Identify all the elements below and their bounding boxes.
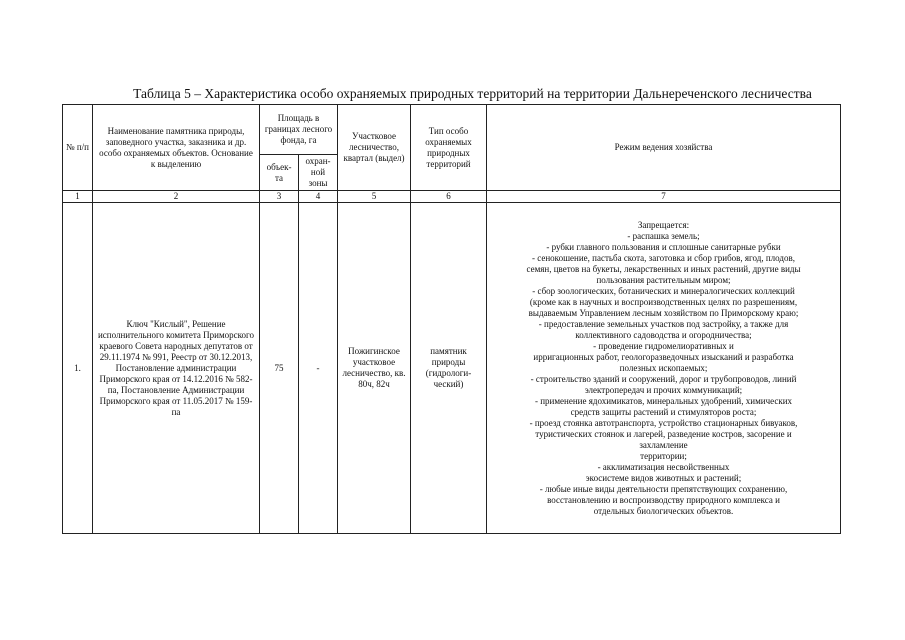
regime-line: экосистеме видов животных и растений; — [585, 472, 742, 483]
table-caption: Таблица 5 – Характеристика особо охраняемых природных территорий на территории Дальнереченского лесничества — [133, 86, 812, 101]
regime-line: - рубки главного пользования и сплошные санитарные рубки — [546, 241, 781, 252]
regime-line: восстановлению и воспроизводству природного комплекса и — [547, 494, 780, 505]
column-number: 5 — [338, 191, 411, 203]
regime-line: ирригационных работ, геологоразведочных изысканий и разработка — [533, 351, 794, 362]
regime-line: - сбор зоологических, ботанических и минералогических коллекций — [532, 285, 795, 296]
regime-line: пользования растительным миром; — [596, 274, 731, 285]
column-numbers-row — [63, 191, 841, 203]
column-number: 1 — [63, 191, 93, 203]
header-name: Наименование памятника природы, заповедного участка, заказника и др. особо охраняемых объектов. Основание к выделению — [93, 105, 260, 191]
row-num: 1. — [63, 203, 93, 534]
regime-line: - строительство зданий и сооружений, дорог и трубопроводов, линий — [530, 373, 797, 384]
regime-line: средств защиты растений и стимуляторов роста; — [570, 406, 757, 417]
regime-line: - предоставление земельных участков под застройку, а также для — [538, 318, 789, 329]
header-num: № п/п — [63, 105, 93, 191]
regime-line: семян, цветов на букеты, лекарственных и иных растений, другие виды — [526, 263, 801, 274]
regime-line: - сенокошение, пастьба скота, заготовка и сбор грибов, ягод, плодов, — [532, 252, 795, 263]
column-number: 4 — [299, 191, 338, 203]
header-area: Площадь в границах лесного фонда, га — [260, 105, 338, 155]
row-area-zone: - — [299, 203, 338, 534]
row-name: Ключ "Кислый", Решение исполнительного комитета Приморского краевого Совета народных депутатов от 29.11.1974 № 991, Реестр от 30.12.2013, Постановление администрации Приморского края от 14.12.2016 № 582-па, Постановление Администрации Приморского края от 11.05.2017 № 159-па — [93, 203, 260, 534]
column-number: 3 — [260, 191, 299, 203]
column-number: 6 — [411, 191, 487, 203]
regime-line: территории; — [640, 450, 687, 461]
row-regime — [487, 203, 841, 534]
header-area-zone: охран-ной зоны — [299, 155, 338, 191]
regime-line: - любые иные виды деятельности препятствующих сохранению, — [539, 483, 788, 494]
row-area-object: 75 — [260, 203, 299, 534]
regime-line: Запрещается: — [637, 219, 690, 230]
header-type: Тип особо охраняемых природных территорий — [411, 105, 487, 191]
regime-line: выдаваемым Управлением лесным хозяйством по Приморскому краю; — [528, 307, 799, 318]
regime-line: электропередач и прочих коммуникаций; — [584, 384, 743, 395]
regime-line: - акклиматизация несвойственных — [597, 461, 730, 472]
column-number: 7 — [487, 191, 841, 203]
regime-line: полезных ископаемых; — [619, 362, 708, 373]
protected-areas-table — [62, 104, 841, 534]
row-forestry: Пожигинское участковое лесничество, кв. 80ч, 82ч — [338, 203, 411, 534]
header-row — [63, 105, 841, 155]
regime-line: - проведение гидромелиоративных и — [593, 340, 734, 351]
regime-line: захламление — [639, 439, 688, 450]
regime-line: коллективного садоводства и огородничества; — [575, 329, 752, 340]
regime-line: - проезд стоянка автотранспорта, устройство стационарных бивуаков, — [529, 417, 798, 428]
table-row — [63, 203, 841, 534]
header-forestry: Участковое лесничество, квартал (выдел) — [338, 105, 411, 191]
row-type: памятник природы (гидрологи-ческий) — [411, 203, 487, 534]
regime-line: - применение ядохимикатов, минеральных удобрений, химических — [534, 395, 793, 406]
regime-line: (кроме как в научных и воспроизводственных целях по разрешениям, — [529, 296, 798, 307]
header-area-object: объек-та — [260, 155, 299, 191]
regime-line: - распашка земель; — [627, 230, 700, 241]
header-regime: Режим ведения хозяйства — [487, 105, 841, 191]
column-number: 2 — [93, 191, 260, 203]
regime-line: туристических стоянок и лагерей, разведение костров, засорение и — [535, 428, 792, 439]
regime-line: отдельных биологических объектов. — [593, 505, 734, 516]
